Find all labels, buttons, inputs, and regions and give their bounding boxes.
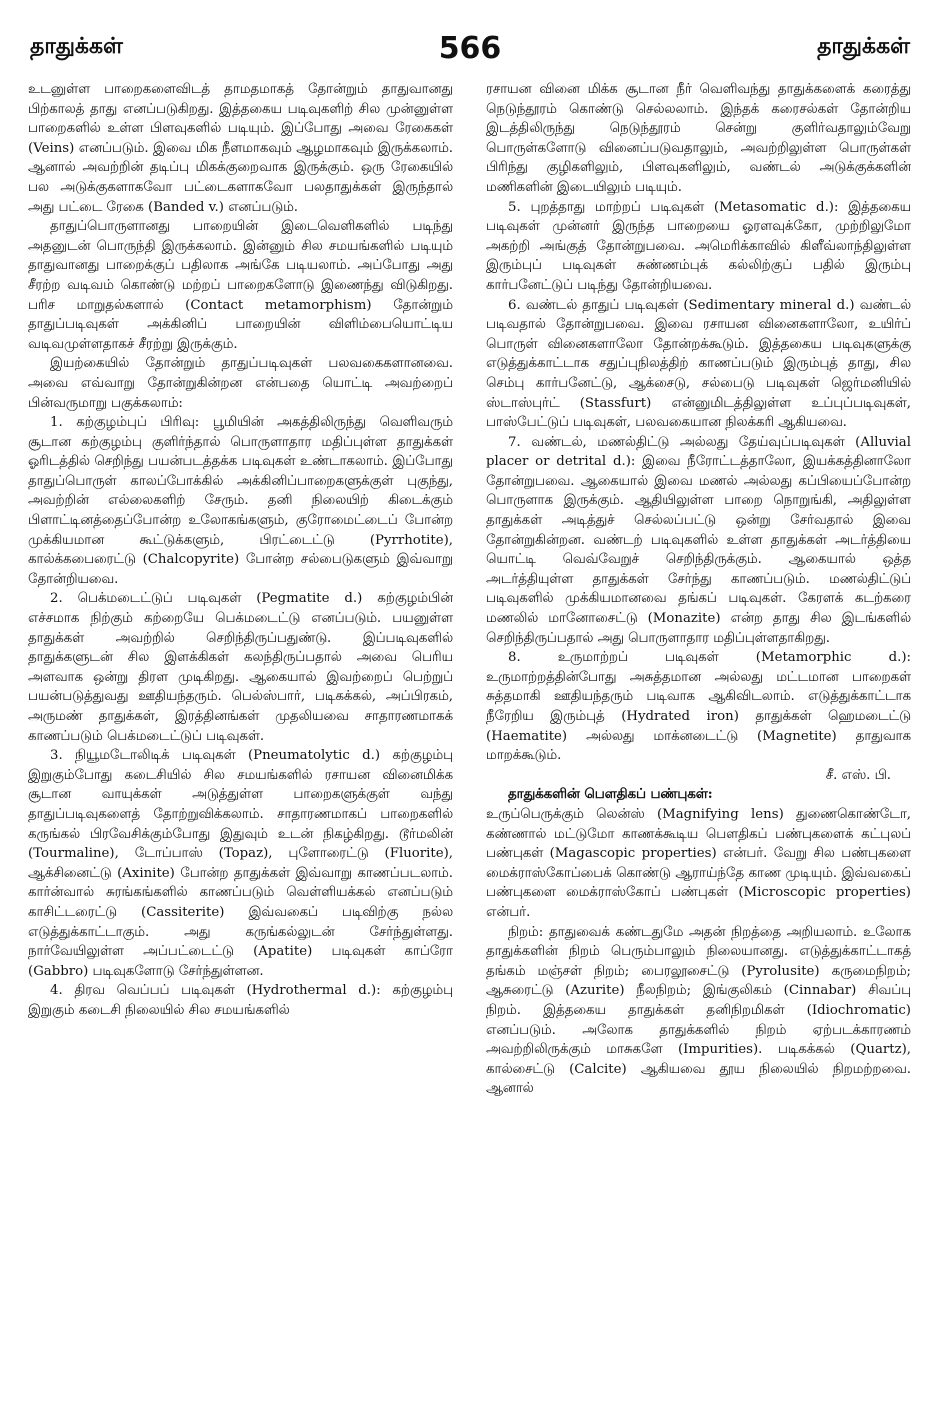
section-heading: தாதுக்களின் பௌதிகப் பண்புகள்: (508, 787, 713, 803)
paragraph: 5. புறத்தாது மாற்றப் படிவுகள் (Metasomatic d.): இத்தகைய படிவுகள் முன்னர் இருந்த பாறையை ஓரளவுக்கோ, முற்றிலுமோ அகற்றி அங்குத் தோன்றுபவை. அமெரிக்காவில் கிளீவ்லாந்திலுள்ள இரும்புப் படிவுகள் சுண்ணம்புக் கல்லிற்குப் பதில் இரும்பு கார்பனேட்டுப் படிந்து தோன்றியவை. (486, 199, 911, 293)
paragraph: 6. வண்டல் தாதுப் படிவுகள் (Sedimentary mineral d.) வண்டல் படிவதால் தோன்றுபவை. இவை ரசாயன வினைகளாலோ, உயிர்ப் பொருள் வினைகளாலோ தோன்றக்கூடும். இத்தகைய படிவுகளுக்கு எடுத்துக்காட்டாக சதுப்புநிலத்திற் காணப்படும் இரும்புத் தாது, சில செம்பு கார்பனேட்டு, ஆக்சைடு, சல்பைடு படிவுகள் ஜெர்மனியில் ஸ்டாஸ்புர்ட் (Stassfurt) என்னுமிடத்திலுள்ள உப்புப்படிவுகள், பாஸ்பேட்டுப் படிவுகள், பலவகையான நிலக்கரி ஆகியவை. (486, 297, 911, 431)
running-head (30, 28, 910, 68)
paragraph: 7. வண்டல், மணல்திட்டு அல்லது தேய்வுப்படிவுகள் (Alluvial placer or detrital d.): இவை நீரோட்டத்தாலோ, இயக்கத்தினாலோ தோன்றுபவை. ஆகையால் இவை மணல் அல்லது கப்பியைப்போன்ற பொருளாக இருக்கும். ஆதியிலுள்ள பாறை நொறுங்கி, அதிலுள்ள தாதுக்கள் அடித்துச் செல்லப்பட்டு ஒன்று சேர்வதால் இவை தோன்றுகின்றன. வண்டற் படிவுகளில் உள்ள தாதுக்கள் அடர்த்தியை யொட்டி வெவ்வேறுச் செறிந்திருக்கும். ஆகையால் ஒத்த அடர்த்தியுள்ள தாதுக்கள் சேர்ந்து காணப்படும். மணல்திட்டுப் படிவுகளில் முக்கியமானவை தங்கப் படிவுகள். கேரளக் கடற்கரை மணலில் மானோசைட்டு (Monazite) என்ற தாது சில இடங்களில் செறிந்திருப்பதால் அது பொருளாதார மதிப்புள்ளதாகிறது. (486, 434, 911, 646)
paragraph: 4. திரவ வெப்பப் படிவுகள் (Hydrothermal d.): கற்குழம்பு இறுகும் கடைசி நிலையில் சில சமயங்களில் (28, 983, 453, 1018)
left-column (28, 80, 453, 1415)
paragraph: நிறம்: தாதுவைக் கண்டதுமே அதன் நிறத்தை அறியலாம். உலோக தாதுக்களின் நிறம் பெரும்பாலும் நிலையானது. எடுத்துக்காட்டாகத் தங்கம் மஞ்சள் நிறம்; பைரலூசைட்டு (Pyrolusite) கருமைநிறம்; ஆசுரைட்டு (Azurite) நீலநிறம்; இங்குலிகம் (Cinnabar) சிவப்பு நிறம். இத்தகைய தாதுக்கள் தனிநிறமிகள் (Idiochromatic) எனப்படும். அலோக தாதுக்களில் நிறம் ஏற்படக்காரணம் அவற்றிலிருக்கும் மாசுகளே (Impurities). படிகக்கல் (Quartz), கால்சைட்டு (Calcite) ஆகியவை தூய நிலையில் நிறமற்றவை. ஆனால் (486, 924, 911, 1097)
paragraph: உருப்பெருக்கும் லென்ஸ் (Magnifying lens) துணைகொண்டோ, கண்ணால் மட்டுமோ காணக்கூடிய பௌதிகப் பண்புகளைக் கட்புலப் பண்புகள் (Magascopic properties) என்பர். வேறு சில பண்புகளை மைக்ராஸ்கோப்பைக் கொண்டு ஆராய்ந்தே காண முடியும். இவ்வகைப் பண்புகளை மைக்ராஸ்கோப் பண்புகள் (Microscopic properties) என்பர். (486, 806, 911, 920)
running-head-left: தாதுக்கள் (30, 34, 123, 59)
paragraph: தாதுப்பொருளானது பாறையின் இடைவெளிகளில் படிந்து அதனுடன் பொருந்தி இருக்கலாம். இன்னும் சில சமயங்களில் படியும் தாதுவானது பாறைக்குப் பதிலாக அங்கே படியலாம். அப்போது அது சீரற்ற வடிவம் கொண்டு மற்றப் பாறைகளோடு இணைந்து விடுகிறது. பரிச மாறுதல்களால் (Contact metamorphism) தோன்றும் தாதுப்படிவுகள் அக்கினிப் பாறையின் விளிம்பையொட்டிய வடிவமுள்ளதாகச் சீரற்று இருக்கும். (28, 219, 453, 352)
paragraph: 3. நியூமடோலிடிக் படிவுகள் (Pneumatolytic d.) கற்குழம்பு இறுகும்போது கடைசியில் சில சமயங்களில் ரசாயன வினைமிக்க சூடான வாயுக்கள் அடுத்துள்ள பாறைகளுக்குள் வந்து தாதுப்படிவுகளைத் தோற்றுவிக்கலாம். சாதாரணமாகப் பாறைகளில் கருங்கல் பிரவேசிக்கும்போது இதுவும் உடன் நிகழ்கிறது. டூர்மலின் (Tourmaline), டோப்பாஸ் (Topaz), புளோரைட்டு (Fluorite), ஆக்சினைட்டு (Axinite) போன்ற தாதுக்கள் இவ்வாறு காணப்படலாம். கார்ன்வால் சுரங்கங்களில் காணப்படும் வெள்ளியக்கல் எனப்படும் காசிட்டரைட்டு (Cassiterite) இவ்வகைப் படிவிற்கு நல்ல எடுத்துக்காட்டாகும். அது கருங்கல்லுடன் சேர்ந்துள்ளது. நார்வேயிலுள்ள அப்பட்டைட்டு (Apatite) படிவுகள் காப்ரோ (Gabbro) படிவுகளோடு சேர்ந்துள்ளன. (28, 748, 453, 979)
paragraph: உடனுள்ள பாறைகளைவிடத் தாமதமாகத் தோன்றும் தாதுவானது பிற்காலத் தாது எனப்படுகிறது. இத்தகைய படிவுகளிற் சில முன்னுள்ள பாறைகளில் உள்ள பிளவுகளில் படியும். இப்போது அவை ரேகைகள் (Veins) எனப்படும். இவை மிக நீளமாகவும் ஆழமாகவும் இருக்கலாம். ஆனால் அவற்றின் தடிப்பு மிகக்குறைவாக இருக்கும். ஒரு ரேகையில் பல அடுக்குகளாகவோ பட்டைகளாகவோ பலதாதுக்கள் இருந்தால் அது பட்டை ரேகை (Banded v.) எனப்படும். (28, 82, 453, 215)
paragraph: 8. உருமாற்றப் படிவுகள் (Metamorphic d.): உருமாற்றத்தின்போது அசுத்தமான அல்லது மட்டமான பாறைகள் சுத்தமாகி ஊதியந்தரும் படிவாக ஆகிவிடலாம். எடுத்துக்காட்டாக நீரேறிய இரும்புத் (Hydrated iron) தாதுக்கள் ஹெமடைட்டு (Haematite) அல்லது மாக்னடைட்டு (Magnetite) தாதுவாக மாறக்கூடும். (486, 650, 911, 764)
paragraph: 2. பெக்மடைட்டுப் படிவுகள் (Pegmatite d.) கற்குழம்பின் எச்சமாக நிற்கும் கற்றையே பெக்மடைட்டு எனப்படும். பயனுள்ள தாதுக்கள் அவற்றில் செறிந்திருப்பதுண்டு. இப்படிவுகளில் தாதுக்களுடன் சில இளக்கிகள் கலந்திருப்பதால் அவை பெரிய அளவாக ஒன்று திரள முடிகிறது. ஆகையால் இவற்றைப் பெற்றுப் பயன்படுத்துவது ஊதியந்தரும். பெல்ஸ்பார், படிகக்கல், அப்பிரகம், அருமண் தாதுக்கள், இரத்தினங்கள் முதலியவை சாதாரணமாகக் காணப்படும் பெக்மடைட்டுப் படிவுகள். (28, 591, 453, 744)
paragraph: 1. கற்குழம்புப் பிரிவு: பூமியின் அகத்திலிருந்து வெளிவரும் சூடான கற்குழம்பு குளிர்ந்தால் பொருளாதார மதிப்புள்ள தாதுக்கள் ஓரிடத்தில் செறிந்து பயன்படத்தக்க படிவுகள் உண்டாகலாம். இப்போது தாதுப்பொருள் காலப்போக்கில் அக்கினிப்பாறைகளுக்குள் புகுந்து, அவற்றின் எல்லைகளிற் சேரும். தனி நிலையிற் கிடைக்கும் பிளாட்டினத்தைப்போன்ற உலோகங்களும், குரோமைட்டைப் போன்ற முக்கியமான கூட்டுக்களும், பிரட்டைட்டு (Pyrrhotite), கால்க்கபைரைட்டு (Chalcopyrite) போன்ற சல்பைடுகளும் இவ்வாறு தோன்றியவை. (28, 415, 453, 587)
page-number: 566 (438, 30, 502, 66)
author-signature: சீ. எஸ். பி. (825, 767, 891, 783)
right-column (486, 80, 911, 1415)
paragraph: ரசாயன வினை மிக்க சூடான நீர் வெளிவந்து தாதுக்களைக் கரைத்து நெடுந்தூரம் கொண்டு செல்லலாம். இந்தக் கரைசல்கள் தோன்றிய இடத்திலிருந்து நெடுந்தூரம் சென்று குளிர்வதாலும்வேறு பொருள்களோடு வினைப்படுவதாலும், அவற்றிலுள்ள பொருள்கள் பிரிந்து குழிகளிலும், பிளவுகளிலும், வண்டல் அடுக்குக்களின் மணிகளின் இடையிலும் படியும். (486, 82, 911, 195)
paragraph: இயற்கையில் தோன்றும் தாதுப்படிவுகள் பலவகைகளானவை. அவை எவ்வாறு தோன்றுகின்றன என்பதை யொட்டி அவற்றைப் பின்வருமாறு பகுக்கலாம்: (28, 356, 453, 411)
running-head-right: தாதுக்கள் (817, 34, 910, 59)
